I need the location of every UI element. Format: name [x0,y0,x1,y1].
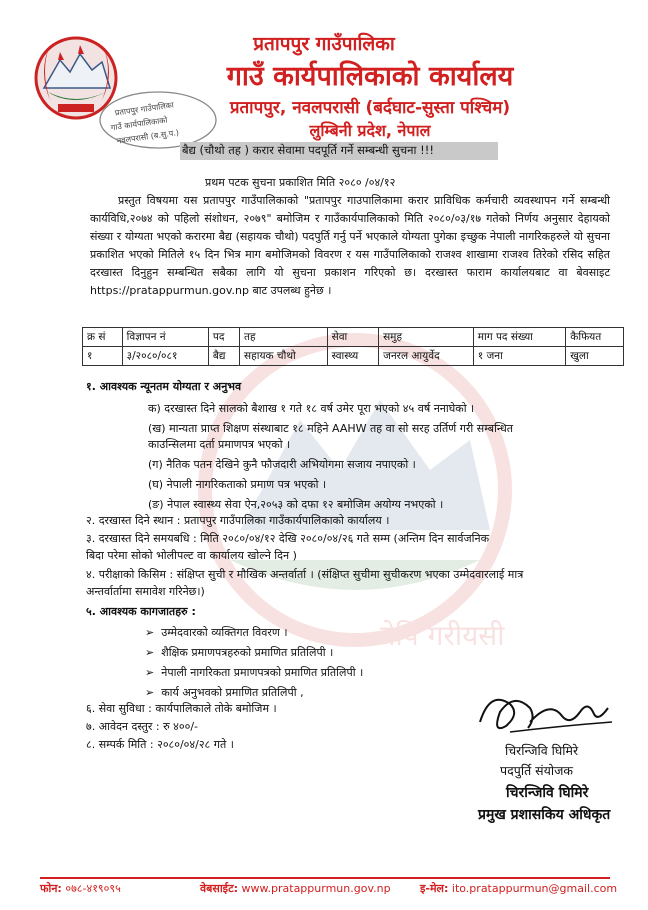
website-label: वेबसाईट: [200,882,239,895]
table-header-cell: माग पद संख्या [473,328,566,347]
qualification-item: (घ) नेपाली नागरिकताको प्रमाण पत्र भएको । [148,478,327,491]
document-item [145,664,363,682]
section4-exam-cont: अन्तर्वार्तामा समावेश गरिनेछ।) [86,585,205,598]
signatory-name: चिरन्जिवि घिमिरे [505,743,579,758]
table-cell: १ [83,347,123,366]
section1-heading: १. आवश्यक न्यूनतम योग्यता र अनुभव [86,380,242,393]
table-cell: बैद्य [208,347,239,366]
officer-role: प्रमुख प्रशासकिय अधिकृत [478,807,611,823]
section3-period: ३. दरखास्त दिने समयबधि : मिति २०८०/०४/१२ देखि २०८०/०४/२६ गते सम्म (अन्तिम दिन सार्वजनिक [86,532,490,545]
table-header-cell: समुह [379,328,474,347]
table-header-row [83,328,624,347]
table-header-cell: पद [208,328,239,347]
watermark-text: नेपि गरीयसी [380,619,505,652]
section4-exam: ४. परीक्षाको किसिम : संक्षिप्त सुची र मौखिक अन्तर्वार्ता । (संक्षिप्त सुचीमा सुचीकरण भएका उम्मेदवारलाई मात्र [86,568,524,581]
section7-fee: ७. आवेदन दस्तुर : रु ४००/- [86,720,199,733]
document-item-label: कार्य अनुभवको प्रमाणित प्रतिलिपी , [161,686,304,699]
officer-name: चिरन्जिवि घिमिरे [506,785,589,801]
phone-number: ०७८-४१९०९५ [65,882,121,895]
notice-paragraph: प्रस्तुत विषयमा यस प्रतापपुर गाउँपालिकाको "प्रतापपुर गाउपालिकामा करार प्राविधिक कर्मचारी व्यवस्थापन गर्ने सम्बन्धी कार्यविधि,२०७४ को पहिलो संशोधन, २०७९" बमोजिम र गाउँकार्यपालिकाको मिति २०८०/०३/१७ गतेको निर्णय अनुसार देहायको संख्या र योग्यता भएको करारमा बैद्य (सहायक चौथो) पदपुर्ति गर्नु पर्ने भएकाले योग्यता पुगेका इच्छुक नेपाली नागरिकहरुले यो सुचना प्रकाशित भएको मितिले १५ दिन भित्र माग बमोजिमको विवरण र यस गाउँपालिकाको राजश्व शाखामा राजश्व तिरेको रसिद सहित दरखास्त दिनुहुन सम्बन्धित सबैका लागि यो सुचना प्रकाशन गरिएको छ। दरखास्त फाराम कार्यालयबाट वा बेवसाइट https://pratappurmun.gov.np बाट उपलब्ध हुनेछ । [90,194,610,297]
email-link[interactable]: ito.pratappurmun@gmail.com [451,882,618,895]
table-header-cell: सेवा [327,328,378,347]
arrow-icon: ➢ [145,666,155,679]
table-header-cell: क्र सं [83,328,123,347]
table-header-cell: कैफियत [566,328,624,347]
document-item [145,644,333,662]
province-line: लुम्बिनी प्रदेश, नेपाल [309,121,431,140]
section6-benefits: ६. सेवा सुविधा : कार्यपालिकाले तोके बमोजिम । [86,702,277,715]
document-item-label: शैक्षिक प्रमाणपत्रहरुको प्रमाणित प्रतिलिपी । [161,646,334,659]
table-cell: खुला [566,347,624,366]
municipality-name: प्रतापपुर गाउँपालिका [253,33,395,55]
document-item-label: उम्मेदवारको व्यक्तिगत विवरण । [161,626,288,639]
office-name: गाउँ कार्यपालिकाको कार्यालय [226,61,514,92]
footer-email [420,881,617,896]
footer-divider [40,877,610,879]
table-cell: १ जना [473,347,566,366]
handwritten-signature [470,682,615,744]
table-header-cell: तह [240,328,328,347]
table-cell: ३/२०८०/०८१ [122,347,208,366]
section2-location: २. दरखास्त दिने स्थान : प्रतापपुर गाउँपालिका गाउँकार्यपालिकाको कार्यालय । [86,514,390,527]
arrow-icon: ➢ [145,646,155,659]
section5-heading: ५. आवश्यक कागजातहरु : [86,605,196,618]
svg-text:नवलपरासी (ब.सु.प.): नवलपरासी (ब.सु.प.) [116,128,180,146]
footer-phone [40,881,121,896]
qualification-item: (ख) मान्यता प्राप्त शिक्षण संस्थाबाट १८ महिने AAHW तह वा सो सरह उर्तिर्ण गरी सम्बन्धित [148,422,514,435]
table-cell: सहायक चौथो [240,347,328,366]
svg-text:गाउँ कार्यपालिकाको: गाउँ कार्यपालिकाको [110,115,168,133]
table-row [83,347,624,366]
qualification-item: (ङ) नेपाल स्वास्थ्य सेवा ऐन,२०५३ को दफा १२ बमोजिम अयोग्य नभएको । [148,498,444,511]
footer-website [200,881,391,896]
qualification-item: क) दरखास्त दिने सालको बैशाख १ गते १८ वर्ष उमेर पूरा भएको ४५ वर्ष ननाघेको । [148,402,475,415]
document-item [145,624,288,642]
published-date: प्रथम पटक सुचना प्रकाशित मिति २०८० /०४/१२ [205,176,396,189]
section8-contact-date: ८. सम्पर्क मिति : २०८०/०४/२८ गते । [86,738,234,751]
qualification-item: (ग) नैतिक पतन देखिने कुनै फौजदारी अभियोगमा सजाय नपाएको । [148,458,416,471]
notice-title: बैद्य (चौथो तह ) करार सेवामा पदपूर्ति गर्ने सम्बन्धी सुचना !!! [182,143,434,157]
document-item-label: नेपाली नागरिकता प्रमाणपत्रको प्रमाणित प्रतिलिपी । [161,666,364,679]
svg-text:प्रतापपुर गाउँपालिका: प्रतापपुर गाउँपालिका [114,100,175,118]
section3-period-cont: बिदा परेमा सोको भोलीपल्ट वा कार्यालय खोल्ने दिन ) [86,549,297,562]
arrow-icon: ➢ [145,686,155,699]
qualification-item: काउन्सिलमा दर्ता प्रमाणपत्र भएको । [148,438,291,451]
table-cell: जनरल आयुर्वेद [379,347,474,366]
email-label: इ-मेल: [420,882,449,895]
vacancy-table [82,327,624,366]
arrow-icon: ➢ [145,626,155,639]
signatory-role: पदपुर्ति संयोजक [500,763,573,778]
phone-label: फोन: [40,882,62,895]
office-address: प्रतापपुर, नवलपरासी (बर्दघाट-सुस्ता पश्चिम) [229,98,511,118]
table-cell: स्वास्थ्य [327,347,378,366]
table-header-cell: विज्ञापन नं [122,328,208,347]
website-link[interactable]: www.pratappurmun.gov.np [241,882,391,895]
